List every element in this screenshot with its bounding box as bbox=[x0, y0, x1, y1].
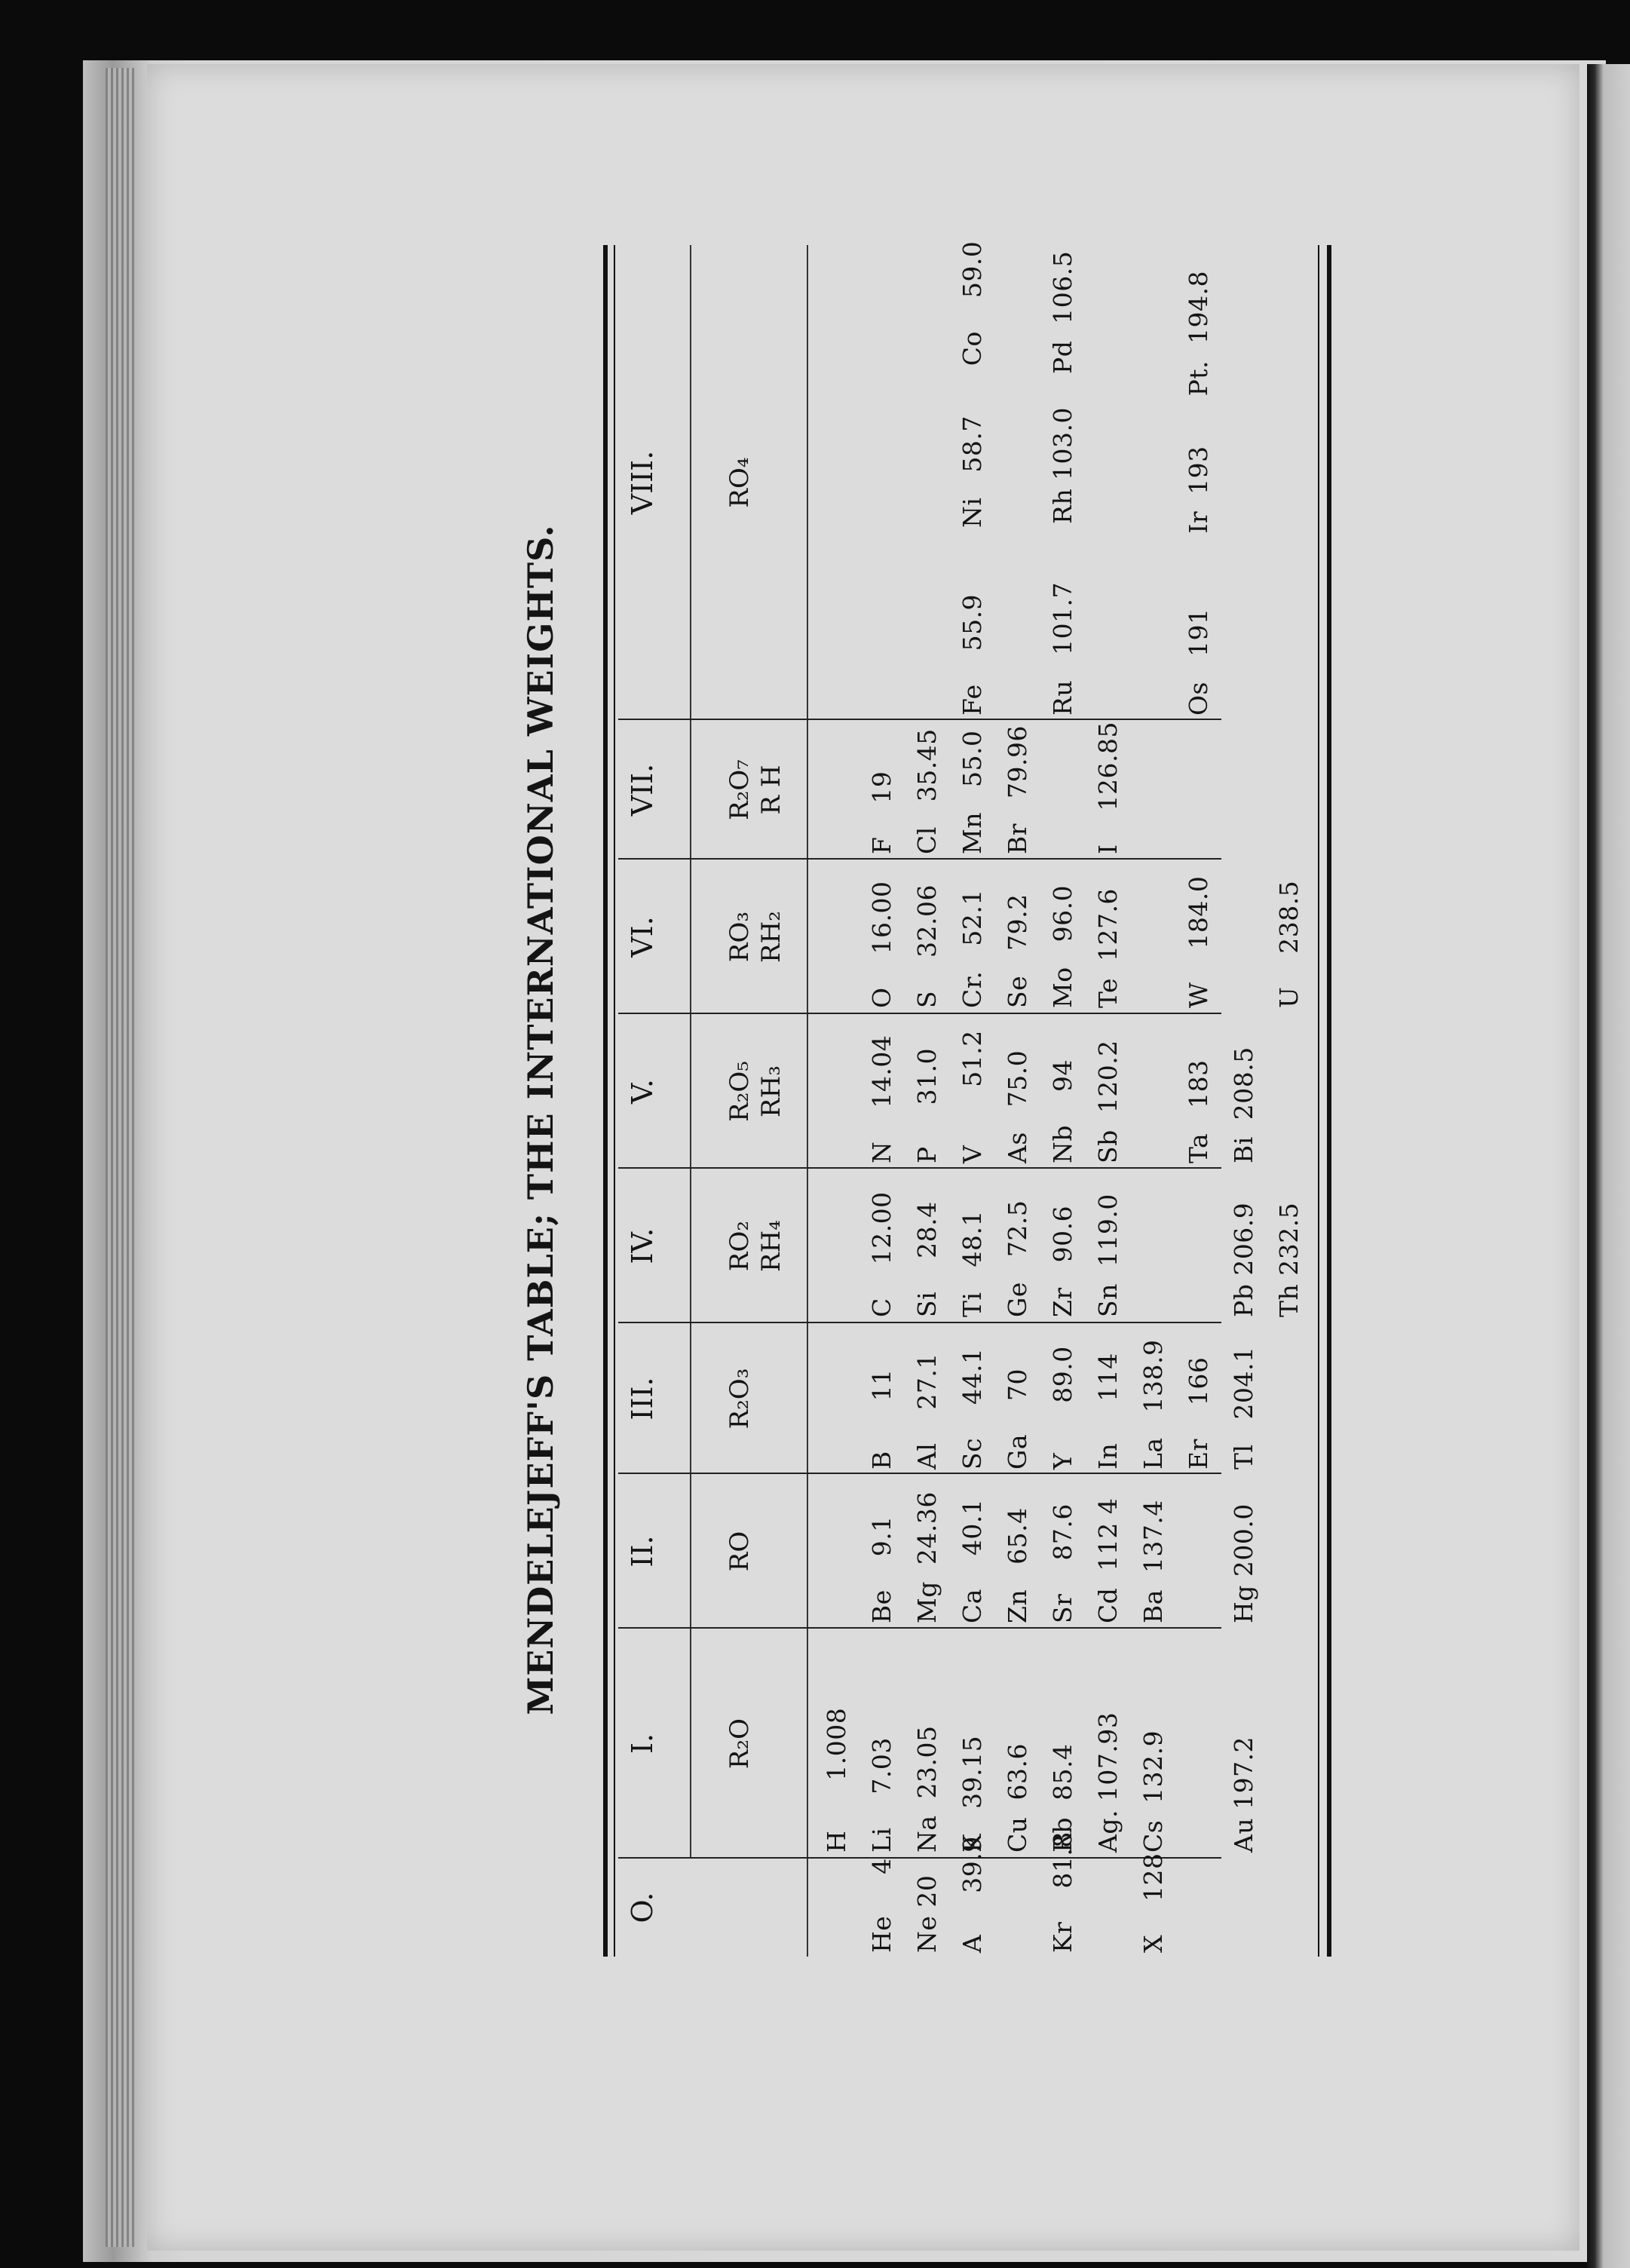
cell-o-row-2: Ne 20 bbox=[912, 1874, 942, 1953]
cell-iv-row-6: Sn 119.0 bbox=[1093, 1194, 1123, 1317]
col-line bbox=[618, 858, 1221, 860]
formula-group-6: RO₃ RH₂ bbox=[725, 911, 786, 963]
cell-o-row-3: A 39.9 bbox=[957, 1836, 987, 1953]
cell-ii-row-5: Sr 87.6 bbox=[1048, 1503, 1077, 1623]
header-group-3: III. bbox=[626, 1377, 659, 1421]
col-line bbox=[618, 719, 1221, 720]
col-line bbox=[618, 1013, 1221, 1014]
cell-iii-row-9: Tl 204.1 bbox=[1229, 1346, 1258, 1470]
cell-i-row-1: Li 7.03 bbox=[867, 1737, 896, 1853]
formula-group-5: R₂O₅ RH₃ bbox=[725, 1061, 786, 1122]
formula-group-8: RO₄ bbox=[725, 457, 755, 508]
cell-i-row-5: Rb 85.4 bbox=[1048, 1743, 1077, 1853]
cell-iii-row-7: La 138.9 bbox=[1138, 1339, 1168, 1470]
cell-o-row-1: He 4 bbox=[867, 1858, 896, 1953]
cell-vi-row-2: S 32.06 bbox=[912, 884, 942, 1008]
header-group-8: VIII. bbox=[626, 450, 659, 515]
header-group-7: VII. bbox=[626, 763, 659, 817]
cell-iv-row-1: C 12.00 bbox=[867, 1191, 896, 1317]
cell-ii-row-3: Ca 40.1 bbox=[957, 1498, 987, 1623]
bottom-rule-thin bbox=[1318, 245, 1319, 1957]
next-page-edge bbox=[1587, 64, 1630, 2268]
cell-v-row-9: Bi 208.5 bbox=[1229, 1047, 1258, 1163]
header-group-4: IV. bbox=[626, 1227, 659, 1264]
cell-viii-row-5: Ru 101.7 Rh 103.0 Pd 106.5 bbox=[1048, 250, 1077, 716]
cell-vii-row-4: Br 79.96 bbox=[1003, 725, 1032, 854]
cell-iii-row-5: Y 89.0 bbox=[1048, 1346, 1077, 1470]
cell-iv-row-4: Ge 72.5 bbox=[1003, 1200, 1032, 1317]
cell-iv-row-9: Pb 206.9 bbox=[1229, 1202, 1258, 1317]
header-group-2: II. bbox=[626, 1535, 659, 1568]
cell-vii-row-6: I 126.85 bbox=[1093, 722, 1123, 854]
cell-iii-row-4: Ga 70 bbox=[1003, 1368, 1032, 1470]
header-group-1: I. bbox=[626, 1733, 659, 1755]
table-title: MENDELEJEFF'S TABLE; THE INTERNATIONAL WEIGHTS. bbox=[520, 524, 561, 1715]
formula-group-7: R₂O₇ R H bbox=[725, 759, 786, 820]
cell-i-row-2: Na 23.05 bbox=[912, 1725, 942, 1853]
cell-vi-row-3: Cr. 52.1 bbox=[957, 889, 987, 1008]
rotated-table bbox=[520, 230, 1372, 2009]
cell-iii-row-3: Sc 44.1 bbox=[957, 1347, 987, 1470]
cell-v-row-4: As 75.0 bbox=[1003, 1050, 1032, 1163]
cell-v-row-1: N 14.04 bbox=[867, 1034, 896, 1163]
cell-vi-row-4: Se 79.2 bbox=[1003, 893, 1032, 1008]
col-line bbox=[618, 1322, 1221, 1323]
col-line bbox=[618, 1627, 1221, 1629]
header-group-0: O. bbox=[626, 1892, 659, 1923]
cell-vi-row-5: Mo 96.0 bbox=[1048, 884, 1077, 1008]
cell-ii-row-7: Ba 137.4 bbox=[1138, 1500, 1168, 1623]
cell-iii-row-6: In 114 bbox=[1093, 1353, 1123, 1470]
cell-ii-row-2: Mg 24.36 bbox=[912, 1491, 942, 1623]
header-group-5: V. bbox=[626, 1079, 659, 1104]
cell-vii-row-2: Cl 35.45 bbox=[912, 728, 942, 854]
cell-iv-row-10: Th 232.5 bbox=[1274, 1202, 1304, 1317]
cell-i-row-9: Au 197.2 bbox=[1229, 1736, 1258, 1853]
cell-ii-row-4: Zn 65.4 bbox=[1003, 1507, 1032, 1623]
page-binding bbox=[106, 68, 136, 2247]
cell-vii-row-1: F 19 bbox=[867, 771, 896, 854]
formula-group-4: RO₂ RH₄ bbox=[725, 1220, 786, 1272]
formula-separator bbox=[807, 245, 808, 1957]
cell-iv-row-5: Zr 90.6 bbox=[1048, 1205, 1077, 1317]
cell-ii-row-1: Be 9.1 bbox=[867, 1516, 896, 1623]
top-rule-thin bbox=[614, 245, 615, 1957]
formula-group-1: R₂O bbox=[725, 1718, 755, 1770]
formula-group-3: R₂O₃ bbox=[725, 1368, 755, 1430]
col-line bbox=[618, 1857, 1221, 1859]
cell-v-row-6: Sb 120.2 bbox=[1093, 1040, 1123, 1163]
bottom-rule bbox=[1327, 245, 1331, 1957]
cell-vi-row-6: Te 127.6 bbox=[1093, 888, 1123, 1008]
top-rule bbox=[603, 245, 608, 1957]
cell-vii-row-3: Mn 55.0 bbox=[957, 730, 987, 854]
cell-vi-row-8: W 184.0 bbox=[1184, 875, 1213, 1008]
cell-ii-row-6: Cd 112 4 bbox=[1093, 1497, 1123, 1623]
cell-viii-row-3: Fe 55.9 Ni 58.7 Co 59.0 bbox=[957, 241, 987, 716]
cell-vi-row-1: O 16.00 bbox=[867, 881, 896, 1008]
formula-group-2: RO bbox=[725, 1531, 755, 1572]
cell-v-row-3: V 51.2 bbox=[957, 1030, 987, 1163]
cell-iii-row-8: Er 166 bbox=[1184, 1356, 1213, 1470]
cell-iv-row-3: Ti 48.1 bbox=[957, 1209, 987, 1317]
cell-ii-row-9: Hg 200.0 bbox=[1229, 1503, 1258, 1623]
cell-iii-row-2: Al 27.1 bbox=[912, 1353, 942, 1470]
cell-viii-row-8: Os 191 Ir 193 Pt. 194.8 bbox=[1184, 271, 1213, 716]
cell-o-row-7: X 128 bbox=[1138, 1853, 1168, 1953]
cell-i-row-0: H 1.008 bbox=[822, 1707, 851, 1853]
cell-vi-row-10: U 238.5 bbox=[1274, 880, 1304, 1008]
cell-i-row-4: Cu 63.6 bbox=[1003, 1743, 1032, 1853]
cell-iv-row-2: Si 28.4 bbox=[912, 1201, 942, 1317]
header-separator bbox=[690, 245, 691, 1859]
cell-i-row-7: Cs 132.9 bbox=[1138, 1730, 1168, 1853]
cell-o-row-5: Kr 81.8 bbox=[1048, 1831, 1077, 1953]
header-group-6: VI. bbox=[626, 916, 659, 958]
cell-i-row-6: Ag. 107.93 bbox=[1093, 1712, 1123, 1853]
col-line bbox=[618, 1473, 1221, 1474]
cell-v-row-8: Ta 183 bbox=[1184, 1059, 1213, 1163]
col-line bbox=[618, 1167, 1221, 1169]
cell-v-row-5: Nb 94 bbox=[1048, 1059, 1077, 1163]
cell-v-row-2: P 31.0 bbox=[912, 1047, 942, 1163]
cell-iii-row-1: B 11 bbox=[867, 1368, 896, 1470]
cell-i-row-3: K 39.15 bbox=[957, 1735, 987, 1853]
